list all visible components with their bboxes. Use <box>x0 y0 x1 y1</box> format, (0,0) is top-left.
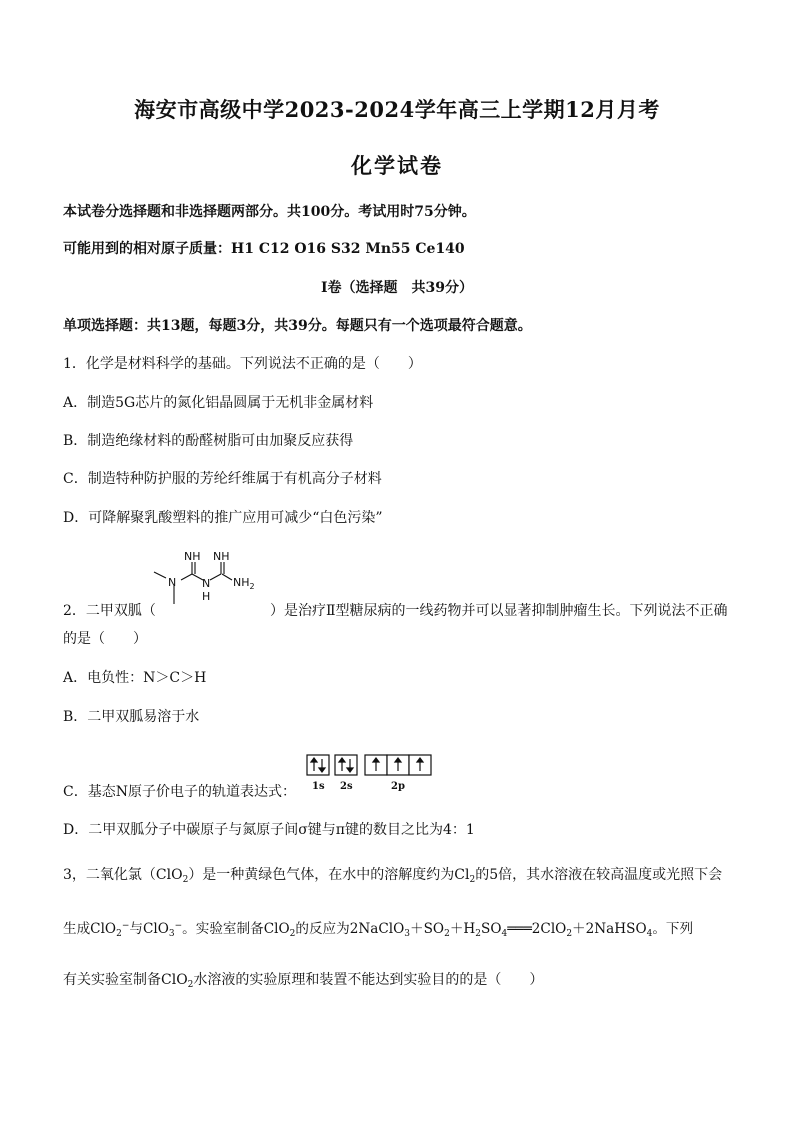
mol-label-nh-right: NH <box>213 550 230 563</box>
mol-label-h-bridge: H <box>202 590 211 603</box>
section-instruction: 单项选择题：共13题，每题3分，共39分。每题只有一个选项最符合题意。 <box>63 318 532 334</box>
q1-option-d: D．可降解聚乳酸塑料的推广应用可减少“白色污染” <box>63 510 383 526</box>
mol-label-n-dimethyl: N <box>168 576 177 589</box>
q1-option-a: A．制造5G芯片的氮化铝晶圆属于无机非金属材料 <box>63 395 374 411</box>
q1-option-b: B．制造绝缘材料的酚醛树脂可由加聚反应获得 <box>63 433 354 449</box>
orbital-label-2s: 2s <box>340 781 353 792</box>
q2-option-b: B．二甲双胍易溶于水 <box>63 709 200 725</box>
exam-subtitle: 化学试卷 <box>351 153 443 178</box>
q1-option-c: C．制造特种防护服的芳纶纤维属于有机高分子材料 <box>63 471 382 487</box>
orbital-label-1s: 1s <box>312 781 325 792</box>
q2-stem-end: 的是（ ） <box>63 631 147 647</box>
q3-line-3: 有关实验室制备ClO$_2$水溶液的实验原理和装置不能达到实验目的的是（ ） <box>63 972 544 990</box>
intro-line-2: 可能用到的相对原子质量：H1 C12 O16 S32 Mn55 Ce140 <box>63 241 465 257</box>
q2-option-d: D．二甲双胍分子中碳原子与氮原子间σ键与π键的数目之比为4：1 <box>63 822 475 838</box>
q2-option-c: C．基态N原子价电子的轨道表达式： <box>63 784 296 800</box>
mol-label-nh2: $NH_2$ <box>233 576 255 591</box>
orbital-label-2p: 2p <box>391 781 405 792</box>
mol-label-n-bridge: N <box>202 577 211 590</box>
q2-stem-middle: ）是治疗Ⅱ型糖尿病的一线药物并可以显著抑制肿瘤生长。下列说法不正确 <box>270 603 728 619</box>
q3-line-1: 3，二氧化氯（ClO$_2$）是一种黄绿色气体，在水中的溶解度约为$Cl_2$的5倍，其水溶液在较高温度或光照下会 <box>63 867 723 885</box>
intro-line-1: 本试卷分选择题和非选择题两部分。共100分。考试用时75分钟。 <box>63 204 476 220</box>
section-title: Ⅰ卷（选择题 共39分） <box>320 280 474 296</box>
metformin-structure-image <box>148 548 272 614</box>
q2-stem-start: 2．二甲双胍（ <box>63 603 156 619</box>
mol-label-nh-left: NH <box>184 550 201 563</box>
q2-option-a: A．电负性：N＞C＞H <box>63 670 207 686</box>
q3-line-2: 生成ClO$_2$−与ClO$_3$−。实验室制备ClO$_2$的反应为$2NaClO_3+SO_2+H_2SO_4═══2ClO_2+2NaHSO_4$。下列 <box>63 921 694 939</box>
nitrogen-orbital-diagram <box>305 753 433 793</box>
exam-title: 海安市高级中学2023-2024学年高三上学期12月月考 <box>134 97 660 122</box>
q1-stem: 1．化学是材料科学的基础。下列说法不正确的是（ ） <box>63 356 422 372</box>
